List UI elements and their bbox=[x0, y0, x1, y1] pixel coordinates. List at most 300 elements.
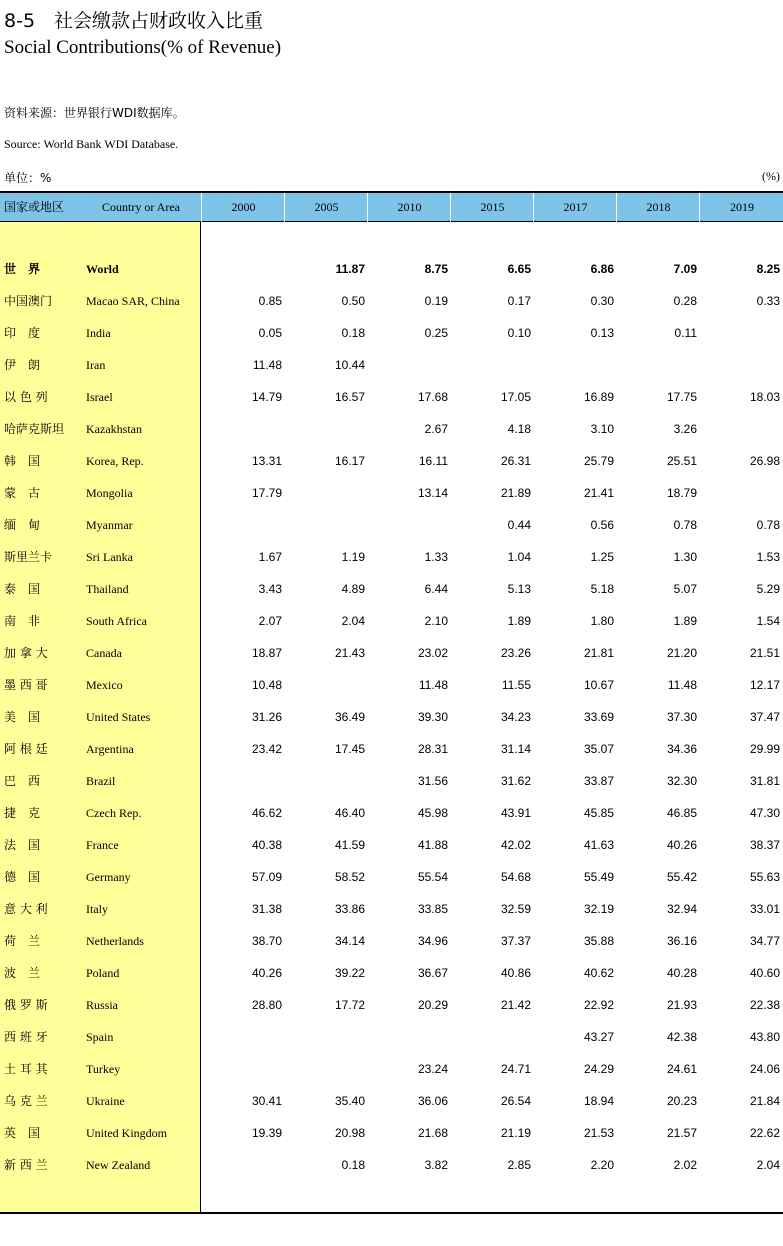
value-cell-2018: 21.20 bbox=[666, 646, 697, 660]
value-cell-2000: 0.05 bbox=[258, 326, 282, 340]
table-row bbox=[0, 957, 783, 989]
value-cell-2017: 3.10 bbox=[590, 422, 614, 436]
value-cell-2000: 31.38 bbox=[251, 902, 282, 916]
table-row bbox=[0, 637, 783, 669]
value-cell-2005: 33.86 bbox=[334, 902, 365, 916]
value-cell-2015: 21.42 bbox=[500, 998, 531, 1012]
table-row bbox=[0, 541, 783, 573]
table-row bbox=[0, 1053, 783, 1085]
value-cell-2015: 4.18 bbox=[507, 422, 531, 436]
value-cell-2005: 0.18 bbox=[341, 326, 365, 340]
table-row bbox=[0, 733, 783, 765]
country-name-en: Mexico bbox=[86, 678, 123, 692]
value-cell-2018: 34.36 bbox=[666, 742, 697, 756]
value-cell-2010: 20.29 bbox=[417, 998, 448, 1012]
value-cell-2010: 55.54 bbox=[417, 870, 448, 884]
value-cell-2018: 32.30 bbox=[666, 774, 697, 788]
value-cell-2000: 18.87 bbox=[251, 646, 282, 660]
country-name-en: Brazil bbox=[86, 774, 116, 788]
value-cell-2017: 25.79 bbox=[583, 454, 614, 468]
unit-label-percent: (%) bbox=[762, 169, 780, 183]
value-cell-2019 bbox=[700, 413, 780, 445]
value-cell-2015: 24.71 bbox=[500, 1062, 531, 1076]
value-cell-2000: 40.26 bbox=[251, 966, 282, 980]
table-row bbox=[0, 253, 783, 285]
value-cell-2019: 1.53 bbox=[756, 550, 780, 564]
value-cell-2010: 39.30 bbox=[417, 710, 448, 724]
value-cell-2010: 8.75 bbox=[424, 262, 448, 276]
value-cell-2005: 0.18 bbox=[341, 1158, 365, 1172]
country-name-zh: 法 国 bbox=[4, 838, 41, 852]
table-header bbox=[0, 191, 783, 222]
value-cell-2017: 10.67 bbox=[583, 678, 614, 692]
value-cell-2005: 4.89 bbox=[341, 582, 365, 596]
value-cell-2017: 21.81 bbox=[583, 646, 614, 660]
value-cell-2000: 23.42 bbox=[251, 742, 282, 756]
value-cell-2015: 37.37 bbox=[500, 934, 531, 948]
page-title-en: Social Contributions(% of Revenue) bbox=[4, 37, 282, 58]
value-cell-2018: 1.89 bbox=[673, 614, 697, 628]
value-cell-2018: 24.61 bbox=[666, 1062, 697, 1076]
table-row bbox=[0, 573, 783, 605]
value-cell-2015: 54.68 bbox=[500, 870, 531, 884]
value-cell-2005: 35.40 bbox=[334, 1094, 365, 1108]
value-cell-2017 bbox=[534, 349, 614, 381]
country-name-en: Myanmar bbox=[86, 518, 133, 532]
table-row bbox=[0, 605, 783, 637]
value-cell-2000 bbox=[202, 1021, 282, 1053]
country-name-zh: 斯里兰卡 bbox=[4, 550, 53, 564]
value-cell-2000 bbox=[202, 765, 282, 797]
value-cell-2019 bbox=[700, 317, 780, 349]
country-name-en: Sri Lanka bbox=[86, 550, 133, 564]
value-cell-2015: 21.19 bbox=[500, 1126, 531, 1140]
value-cell-2005: 21.43 bbox=[334, 646, 365, 660]
value-cell-2000: 3.43 bbox=[258, 582, 282, 596]
country-name-en: Thailand bbox=[86, 582, 129, 596]
country-name-en: Canada bbox=[86, 646, 122, 660]
country-name-en: World bbox=[86, 262, 119, 276]
country-name-en: Czech Rep. bbox=[86, 806, 142, 820]
table-row bbox=[0, 285, 783, 317]
value-cell-2019: 8.25 bbox=[756, 262, 780, 276]
country-name-zh: 中国澳门 bbox=[4, 294, 53, 308]
country-name-zh: 德 国 bbox=[4, 870, 41, 884]
value-cell-2018: 20.23 bbox=[666, 1094, 697, 1108]
country-name-zh: 新 西 兰 bbox=[4, 1158, 48, 1172]
value-cell-2010: 21.68 bbox=[417, 1126, 448, 1140]
value-cell-2019: 0.78 bbox=[756, 518, 780, 532]
value-cell-2015: 17.05 bbox=[500, 390, 531, 404]
value-cell-2017: 35.07 bbox=[583, 742, 614, 756]
value-cell-2017: 43.27 bbox=[583, 1030, 614, 1044]
value-cell-2000: 1.67 bbox=[258, 550, 282, 564]
value-cell-2017: 1.25 bbox=[590, 550, 614, 564]
table-row bbox=[0, 1085, 783, 1117]
value-cell-2018: 17.75 bbox=[666, 390, 697, 404]
country-name-en: Argentina bbox=[86, 742, 134, 756]
country-name-en: United Kingdom bbox=[86, 1126, 167, 1140]
value-cell-2010: 13.14 bbox=[417, 486, 448, 500]
country-name-zh: 捷 克 bbox=[4, 806, 41, 820]
value-cell-2019: 2.04 bbox=[756, 1158, 780, 1172]
value-cell-2000: 38.70 bbox=[251, 934, 282, 948]
country-name-zh: 波 兰 bbox=[4, 966, 41, 980]
header-country-zh: 国家或地区 bbox=[4, 200, 65, 214]
value-cell-2017: 0.30 bbox=[590, 294, 614, 308]
country-name-en: Poland bbox=[86, 966, 120, 980]
value-cell-2000: 14.79 bbox=[251, 390, 282, 404]
source-note-en: Source: World Bank WDI Database. bbox=[4, 137, 179, 151]
value-cell-2018: 0.28 bbox=[673, 294, 697, 308]
value-cell-2018: 7.09 bbox=[673, 262, 697, 276]
value-cell-2010 bbox=[368, 509, 448, 541]
value-cell-2017: 21.53 bbox=[583, 1126, 614, 1140]
value-cell-2010: 45.98 bbox=[417, 806, 448, 820]
country-name-en: Kazakhstan bbox=[86, 422, 142, 436]
table-row bbox=[0, 669, 783, 701]
value-cell-2017: 32.19 bbox=[583, 902, 614, 916]
value-cell-2010: 6.44 bbox=[424, 582, 448, 596]
value-cell-2015: 1.04 bbox=[507, 550, 531, 564]
header-year-2005: 2005 bbox=[284, 193, 368, 222]
country-name-en: Mongolia bbox=[86, 486, 133, 500]
value-cell-2015: 26.31 bbox=[500, 454, 531, 468]
value-cell-2000 bbox=[202, 1149, 282, 1181]
value-cell-2019: 1.54 bbox=[756, 614, 780, 628]
value-cell-2005: 16.17 bbox=[334, 454, 365, 468]
table-row bbox=[0, 797, 783, 829]
country-name-zh: 巴 西 bbox=[4, 774, 41, 788]
value-cell-2015: 0.10 bbox=[507, 326, 531, 340]
country-name-zh: 印 度 bbox=[4, 326, 41, 340]
country-name-en: Macao SAR, China bbox=[86, 294, 180, 308]
table-row bbox=[0, 893, 783, 925]
table-bottom-rule bbox=[0, 1212, 783, 1214]
value-cell-2010: 11.48 bbox=[418, 678, 448, 692]
header-year-2015: 2015 bbox=[450, 193, 534, 222]
value-cell-2019: 47.30 bbox=[749, 806, 780, 820]
value-cell-2010: 0.25 bbox=[424, 326, 448, 340]
value-cell-2000: 19.39 bbox=[251, 1126, 282, 1140]
value-cell-2017: 45.85 bbox=[583, 806, 614, 820]
value-cell-2000: 0.85 bbox=[258, 294, 282, 308]
table-row bbox=[0, 989, 783, 1021]
value-cell-2005: 39.22 bbox=[334, 966, 365, 980]
value-cell-2019: 38.37 bbox=[749, 838, 780, 852]
value-cell-2019: 0.33 bbox=[756, 294, 780, 308]
country-name-zh: 乌 克 兰 bbox=[4, 1094, 48, 1108]
value-cell-2005: 36.49 bbox=[334, 710, 365, 724]
value-cell-2018: 0.11 bbox=[674, 326, 697, 340]
value-cell-2017: 2.20 bbox=[590, 1158, 614, 1172]
value-cell-2018: 21.57 bbox=[666, 1126, 697, 1140]
value-cell-2019: 21.51 bbox=[749, 646, 780, 660]
page-title-zh: 8-5 社会缴款占财政收入比重 bbox=[4, 10, 264, 32]
value-cell-2017: 16.89 bbox=[583, 390, 614, 404]
value-cell-2019: 12.17 bbox=[749, 678, 780, 692]
country-name-zh: 美 国 bbox=[4, 710, 41, 724]
value-cell-2010 bbox=[368, 349, 448, 381]
table-row bbox=[0, 381, 783, 413]
value-cell-2010: 3.82 bbox=[424, 1158, 448, 1172]
country-name-zh: 土 耳 其 bbox=[4, 1062, 48, 1076]
value-cell-2019: 40.60 bbox=[749, 966, 780, 980]
value-cell-2018: 0.78 bbox=[673, 518, 697, 532]
country-name-zh: 加 拿 大 bbox=[4, 646, 48, 660]
value-cell-2019: 29.99 bbox=[749, 742, 780, 756]
value-cell-2005 bbox=[285, 509, 365, 541]
value-cell-2000: 17.79 bbox=[251, 486, 282, 500]
value-cell-2017: 22.92 bbox=[583, 998, 614, 1012]
value-cell-2000 bbox=[202, 509, 282, 541]
value-cell-2005: 41.59 bbox=[334, 838, 365, 852]
header-year-2000: 2000 bbox=[201, 193, 285, 222]
country-name-zh: 俄 罗 斯 bbox=[4, 998, 48, 1012]
value-cell-2017: 1.80 bbox=[590, 614, 614, 628]
value-cell-2000: 40.38 bbox=[251, 838, 282, 852]
country-name-zh: 墨 西 哥 bbox=[4, 678, 48, 692]
value-cell-2005: 58.52 bbox=[334, 870, 365, 884]
country-name-zh: 泰 国 bbox=[4, 582, 41, 596]
value-cell-2005 bbox=[285, 1021, 365, 1053]
value-cell-2019 bbox=[700, 349, 780, 381]
country-name-zh: 意 大 利 bbox=[4, 902, 48, 916]
value-cell-2017: 35.88 bbox=[583, 934, 614, 948]
country-name-zh: 荷 兰 bbox=[4, 934, 41, 948]
table-row bbox=[0, 701, 783, 733]
value-cell-2019: 24.06 bbox=[749, 1062, 780, 1076]
value-cell-2019: 37.47 bbox=[749, 710, 780, 724]
country-name-en: Korea, Rep. bbox=[86, 454, 144, 468]
value-cell-2000: 10.48 bbox=[251, 678, 282, 692]
value-cell-2015: 1.89 bbox=[507, 614, 531, 628]
table-row bbox=[0, 509, 783, 541]
country-name-en: United States bbox=[86, 710, 151, 724]
value-cell-2017: 41.63 bbox=[583, 838, 614, 852]
value-cell-2005 bbox=[285, 413, 365, 445]
value-cell-2010: 28.31 bbox=[417, 742, 448, 756]
country-name-zh: 阿 根 廷 bbox=[4, 742, 48, 756]
value-cell-2015: 21.89 bbox=[500, 486, 531, 500]
value-cell-2018: 3.26 bbox=[673, 422, 697, 436]
value-cell-2005: 20.98 bbox=[334, 1126, 365, 1140]
header-year-2019: 2019 bbox=[699, 193, 783, 222]
country-name-zh: 哈萨克斯坦 bbox=[4, 422, 65, 436]
value-cell-2018: 11.48 bbox=[667, 678, 697, 692]
table-row bbox=[0, 1149, 783, 1181]
value-cell-2005: 1.19 bbox=[341, 550, 365, 564]
value-cell-2005: 16.57 bbox=[334, 390, 365, 404]
value-cell-2019: 34.77 bbox=[749, 934, 780, 948]
value-cell-2015 bbox=[451, 1021, 531, 1053]
value-cell-2018: 55.42 bbox=[666, 870, 697, 884]
table-row bbox=[0, 349, 783, 381]
value-cell-2010: 0.19 bbox=[424, 294, 448, 308]
value-cell-2015: 34.23 bbox=[500, 710, 531, 724]
value-cell-2018: 5.07 bbox=[673, 582, 697, 596]
country-name-en: Israel bbox=[86, 390, 113, 404]
value-cell-2005 bbox=[285, 477, 365, 509]
country-name-en: Italy bbox=[86, 902, 108, 916]
value-cell-2015: 2.85 bbox=[507, 1158, 531, 1172]
value-cell-2018: 46.85 bbox=[666, 806, 697, 820]
country-name-en: Russia bbox=[86, 998, 119, 1012]
value-cell-2010: 23.02 bbox=[417, 646, 448, 660]
country-name-en: Spain bbox=[86, 1030, 114, 1044]
value-cell-2010: 33.85 bbox=[417, 902, 448, 916]
value-cell-2015: 43.91 bbox=[500, 806, 531, 820]
value-cell-2015: 26.54 bbox=[500, 1094, 531, 1108]
value-cell-2000: 46.62 bbox=[251, 806, 282, 820]
value-cell-2010: 36.06 bbox=[417, 1094, 448, 1108]
value-cell-2005: 2.04 bbox=[341, 614, 365, 628]
value-cell-2000 bbox=[202, 1053, 282, 1085]
value-cell-2018: 40.28 bbox=[666, 966, 697, 980]
country-name-zh: 西 班 牙 bbox=[4, 1030, 48, 1044]
value-cell-2015: 32.59 bbox=[500, 902, 531, 916]
value-cell-2010: 2.10 bbox=[424, 614, 448, 628]
value-cell-2010: 34.96 bbox=[417, 934, 448, 948]
table-body bbox=[0, 253, 783, 1181]
value-cell-2010: 17.68 bbox=[417, 390, 448, 404]
value-cell-2019: 33.01 bbox=[749, 902, 780, 916]
value-cell-2018: 36.16 bbox=[666, 934, 697, 948]
country-name-en: Ukraine bbox=[86, 1094, 125, 1108]
value-cell-2005: 17.72 bbox=[334, 998, 365, 1012]
table-row bbox=[0, 445, 783, 477]
value-cell-2018: 25.51 bbox=[666, 454, 697, 468]
value-cell-2018 bbox=[617, 349, 697, 381]
value-cell-2018: 1.30 bbox=[673, 550, 697, 564]
unit-label-zh: 单位：% bbox=[4, 171, 52, 185]
value-cell-2005: 46.40 bbox=[334, 806, 365, 820]
country-name-zh: 韩 国 bbox=[4, 454, 41, 468]
value-cell-2015: 40.86 bbox=[500, 966, 531, 980]
country-name-en: Turkey bbox=[86, 1062, 121, 1076]
value-cell-2015: 0.17 bbox=[507, 294, 531, 308]
table-row bbox=[0, 765, 783, 797]
value-cell-2005 bbox=[285, 765, 365, 797]
value-cell-2010: 1.33 bbox=[424, 550, 448, 564]
value-cell-2015: 6.65 bbox=[507, 262, 531, 276]
value-cell-2019: 22.62 bbox=[749, 1126, 780, 1140]
table-row bbox=[0, 925, 783, 957]
table-row bbox=[0, 1117, 783, 1149]
country-name-zh: 世 界 bbox=[4, 262, 41, 276]
value-cell-2010: 16.11 bbox=[418, 454, 448, 468]
value-cell-2000: 30.41 bbox=[251, 1094, 282, 1108]
value-cell-2018: 32.94 bbox=[666, 902, 697, 916]
country-name-en: India bbox=[86, 326, 111, 340]
country-name-en: France bbox=[86, 838, 119, 852]
header-year-2017: 2017 bbox=[533, 193, 617, 222]
value-cell-2000 bbox=[202, 413, 282, 445]
country-name-zh: 南 非 bbox=[4, 614, 41, 628]
table-row bbox=[0, 1021, 783, 1053]
country-name-zh: 伊 朗 bbox=[4, 358, 41, 372]
value-cell-2017: 0.56 bbox=[590, 518, 614, 532]
value-cell-2010: 36.67 bbox=[417, 966, 448, 980]
value-cell-2000: 57.09 bbox=[251, 870, 282, 884]
table-row bbox=[0, 829, 783, 861]
value-cell-2019: 31.81 bbox=[749, 774, 780, 788]
source-note-zh: 资料来源：世界银行WDI数据库。 bbox=[4, 106, 185, 120]
country-name-zh: 缅 甸 bbox=[4, 518, 41, 532]
value-cell-2010: 2.67 bbox=[424, 422, 448, 436]
table-row bbox=[0, 317, 783, 349]
value-cell-2015 bbox=[451, 349, 531, 381]
country-name-en: New Zealand bbox=[86, 1158, 151, 1172]
value-cell-2019: 5.29 bbox=[756, 582, 780, 596]
value-cell-2017: 0.13 bbox=[590, 326, 614, 340]
country-name-zh: 以 色 列 bbox=[4, 390, 48, 404]
value-cell-2017: 6.86 bbox=[590, 262, 614, 276]
country-name-en: Netherlands bbox=[86, 934, 144, 948]
value-cell-2019: 26.98 bbox=[749, 454, 780, 468]
value-cell-2005: 11.87 bbox=[335, 262, 365, 276]
country-name-en: Germany bbox=[86, 870, 131, 884]
value-cell-2017: 21.41 bbox=[583, 486, 614, 500]
value-cell-2017: 33.69 bbox=[583, 710, 614, 724]
value-cell-2005: 10.44 bbox=[334, 358, 365, 372]
value-cell-2005: 0.50 bbox=[341, 294, 365, 308]
value-cell-2019: 55.63 bbox=[749, 870, 780, 884]
value-cell-2015: 42.02 bbox=[500, 838, 531, 852]
value-cell-2019: 18.03 bbox=[749, 390, 780, 404]
value-cell-2000: 13.31 bbox=[251, 454, 282, 468]
header-year-2010: 2010 bbox=[367, 193, 451, 222]
header-year-2018: 2018 bbox=[616, 193, 700, 222]
value-cell-2019: 43.80 bbox=[749, 1030, 780, 1044]
value-cell-2015: 5.13 bbox=[507, 582, 531, 596]
value-cell-2017: 40.62 bbox=[583, 966, 614, 980]
value-cell-2015: 31.62 bbox=[500, 774, 531, 788]
table-row bbox=[0, 861, 783, 893]
value-cell-2018: 18.79 bbox=[666, 486, 697, 500]
value-cell-2015: 23.26 bbox=[500, 646, 531, 660]
value-cell-2000: 2.07 bbox=[258, 614, 282, 628]
value-cell-2018: 21.93 bbox=[666, 998, 697, 1012]
value-cell-2010 bbox=[368, 1021, 448, 1053]
value-cell-2019: 22.38 bbox=[749, 998, 780, 1012]
value-cell-2010: 31.56 bbox=[417, 774, 448, 788]
country-name-en: South Africa bbox=[86, 614, 147, 628]
value-cell-2015: 31.14 bbox=[500, 742, 531, 756]
value-cell-2000: 28.80 bbox=[251, 998, 282, 1012]
value-cell-2005 bbox=[285, 669, 365, 701]
value-cell-2015: 11.55 bbox=[501, 678, 531, 692]
country-name-en: Iran bbox=[86, 358, 106, 372]
value-cell-2000: 11.48 bbox=[252, 358, 282, 372]
value-cell-2017: 18.94 bbox=[583, 1094, 614, 1108]
value-cell-2015: 0.44 bbox=[507, 518, 531, 532]
value-cell-2005: 17.45 bbox=[334, 742, 365, 756]
table-row bbox=[0, 477, 783, 509]
value-cell-2010: 23.24 bbox=[417, 1062, 448, 1076]
value-cell-2018: 37.30 bbox=[666, 710, 697, 724]
value-cell-2005: 34.14 bbox=[334, 934, 365, 948]
value-cell-2017: 33.87 bbox=[583, 774, 614, 788]
value-cell-2019: 21.84 bbox=[749, 1094, 780, 1108]
value-cell-2005 bbox=[285, 1053, 365, 1085]
header-country-en: Country or Area bbox=[102, 200, 180, 214]
value-cell-2017: 55.49 bbox=[583, 870, 614, 884]
value-cell-2010: 41.88 bbox=[417, 838, 448, 852]
country-name-zh: 英 国 bbox=[4, 1126, 41, 1140]
table-row bbox=[0, 413, 783, 445]
value-cell-2019 bbox=[700, 477, 780, 509]
